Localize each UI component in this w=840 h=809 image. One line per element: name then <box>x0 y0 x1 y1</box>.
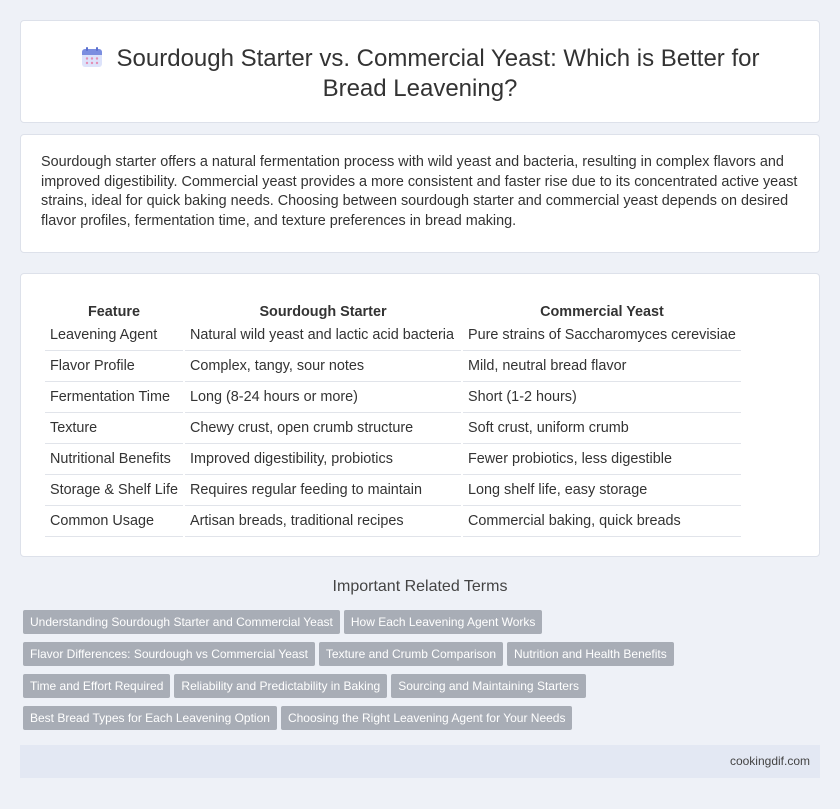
cell-sourdough: Improved digestibility, probiotics <box>185 444 461 475</box>
table-row <box>45 413 741 444</box>
related-term-tag[interactable]: Nutrition and Health Benefits <box>507 642 674 666</box>
related-term-tag[interactable]: Time and Effort Required <box>23 674 170 698</box>
header-feature: Feature <box>88 304 140 320</box>
related-terms-title: Important Related Terms <box>332 578 508 595</box>
table-header-row <box>45 296 741 320</box>
header-commercial: Commercial Yeast <box>540 304 664 320</box>
related-term-tag[interactable]: Flavor Differences: Sourdough vs Commercial Yeast <box>23 642 315 666</box>
cell-sourdough: Long (8-24 hours or more) <box>185 382 461 413</box>
table-row <box>45 444 741 475</box>
header-sourdough: Sourdough Starter <box>259 304 387 320</box>
comparison-table <box>43 296 743 537</box>
tag-row <box>23 674 823 706</box>
page-title <box>21 44 819 104</box>
cell-feature: Leavening Agent <box>45 320 183 351</box>
cell-commercial: Pure strains of Saccharomyces cerevisiae <box>463 320 741 351</box>
cell-commercial: Mild, neutral bread flavor <box>463 351 741 382</box>
tag-row <box>23 706 823 738</box>
cell-feature: Flavor Profile <box>45 351 183 382</box>
cell-sourdough: Complex, tangy, sour notes <box>185 351 461 382</box>
cell-feature: Texture <box>45 413 183 444</box>
page-title-text: Sourdough Starter vs. Commercial Yeast: Which is Better for Bread Leavening? <box>116 45 760 102</box>
header-card <box>20 20 820 123</box>
tag-row <box>23 610 823 642</box>
intro-card <box>20 134 820 253</box>
comparison-card <box>20 273 820 557</box>
cell-commercial: Fewer probiotics, less digestible <box>463 444 741 475</box>
cell-feature: Nutritional Benefits <box>45 444 183 475</box>
footer-site-link[interactable]: cookingdif.com <box>729 754 810 768</box>
cell-sourdough: Requires regular feeding to maintain <box>185 475 461 506</box>
table-row <box>45 506 741 537</box>
related-term-tag[interactable]: How Each Leavening Agent Works <box>344 610 543 634</box>
table-row <box>45 382 741 413</box>
related-term-tag[interactable]: Best Bread Types for Each Leavening Option <box>23 706 277 730</box>
related-term-tag[interactable]: Sourcing and Maintaining Starters <box>391 674 586 698</box>
table-row <box>45 475 741 506</box>
related-term-tag[interactable]: Reliability and Predictability in Baking <box>174 674 387 698</box>
cell-sourdough: Artisan breads, traditional recipes <box>185 506 461 537</box>
cell-sourdough: Natural wild yeast and lactic acid bacteria <box>185 320 461 351</box>
cell-feature: Common Usage <box>45 506 183 537</box>
related-term-tag[interactable]: Texture and Crumb Comparison <box>319 642 503 666</box>
cell-feature: Storage & Shelf Life <box>45 475 183 506</box>
cell-commercial: Soft crust, uniform crumb <box>463 413 741 444</box>
related-terms-list <box>23 610 823 738</box>
cell-feature: Fermentation Time <box>45 382 183 413</box>
intro-paragraph: Sourdough starter offers a natural fermentation process with wild yeast and bacteria, resulting in complex flavors and improved digestibility. Commercial yeast provides a more consistent and faster rise due to its concentrated active yeast strains, ideal for quick baking needs. Choosing between sourdough starter and commercial yeast depends on desired flavor profiles, fermentation time, and texture preferences in bread making. <box>41 154 798 229</box>
related-term-tag[interactable]: Understanding Sourdough Starter and Commercial Yeast <box>23 610 340 634</box>
table-row <box>45 320 741 351</box>
cell-commercial: Short (1-2 hours) <box>463 382 741 413</box>
footer <box>20 745 820 778</box>
calendar-icon <box>81 46 103 68</box>
tag-row <box>23 642 823 674</box>
cell-commercial: Long shelf life, easy storage <box>463 475 741 506</box>
related-term-tag[interactable]: Choosing the Right Leavening Agent for Your Needs <box>281 706 573 730</box>
cell-sourdough: Chewy crust, open crumb structure <box>185 413 461 444</box>
cell-commercial: Commercial baking, quick breads <box>463 506 741 537</box>
table-row <box>45 351 741 382</box>
